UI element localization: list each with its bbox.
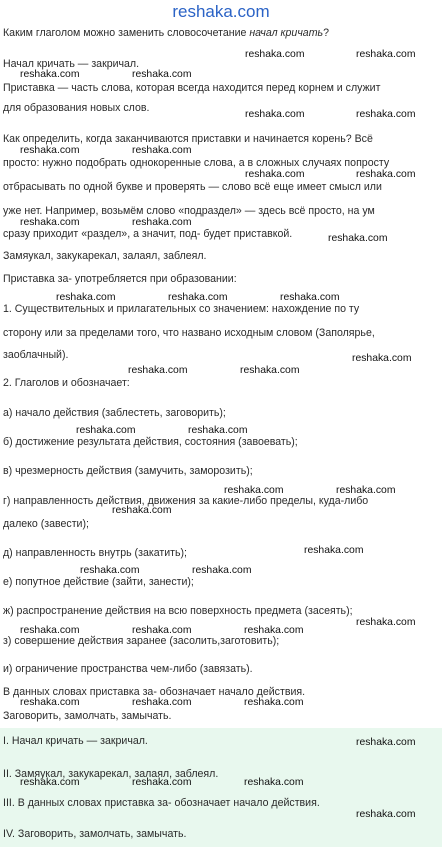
rule-item: г) направленность действия, движения за какие-либо пределы, куда-либо: [3, 495, 369, 507]
rule-item: в) чрезмерность действия (замучить, заморозить);: [3, 465, 253, 477]
definition-line: Приставка — часть слова, которая всегда находится перед корнем и служит: [3, 82, 381, 94]
answer-item-2: II. Замяукал, закукарекал, залаял, заблеял.: [3, 768, 219, 780]
explanation-line: Как определить, когда заканчиваются приставки и начинается корень? Всё: [3, 133, 373, 145]
answer-item-3: III. В данных словах приставка за- обозначает начало действия.: [3, 797, 320, 809]
conclusion-line: В данных словах приставка за- обозначает начало действия.: [3, 686, 306, 698]
watermark: reshaka.com: [356, 109, 416, 120]
conclusion-line: Заговорить, замолчать, замычать.: [3, 710, 172, 722]
site-logo[interactable]: reshaka.com: [172, 2, 270, 21]
answer-item-4: IV. Заговорить, замолчать, замычать.: [3, 828, 187, 840]
watermark: reshaka.com: [280, 292, 340, 303]
watermark: reshaka.com: [128, 365, 188, 376]
watermark: reshaka.com: [356, 809, 416, 820]
watermark: reshaka.com: [245, 109, 305, 120]
watermark: reshaka.com: [20, 777, 80, 788]
rule-heading: Приставка за- употребляется при образовании:: [3, 273, 237, 285]
watermark: reshaka.com: [132, 625, 192, 636]
answer-item-1: I. Начал кричать — закричал.: [3, 735, 148, 747]
rule-item: а) начало действия (заблестеть, заговорить);: [3, 407, 226, 419]
rule-line: 2. Глаголов и обозначает:: [3, 377, 130, 389]
rule-item: е) попутное действие (зайти, занести);: [3, 576, 194, 588]
definition-line: для образования новых слов.: [3, 102, 150, 114]
watermark: reshaka.com: [132, 777, 192, 788]
explanation-line: сразу приходит «раздел», а значит, под- будет приставкой.: [3, 228, 293, 240]
question-text: Каким глаголом можно заменить словосочетание начал кричать?: [3, 27, 329, 39]
watermark: reshaka.com: [245, 169, 305, 180]
watermark: reshaka.com: [336, 485, 396, 496]
rule-item: ж) распространение действия на всю поверхность предмета (засеять);: [3, 605, 353, 617]
watermark: reshaka.com: [20, 69, 80, 80]
rule-item: з) совершение действия заранее (засолить,заготовить);: [3, 635, 280, 647]
watermark: reshaka.com: [356, 49, 416, 60]
watermark: reshaka.com: [356, 617, 416, 628]
watermark: reshaka.com: [132, 697, 192, 708]
watermark: reshaka.com: [76, 425, 136, 436]
watermark: reshaka.com: [20, 625, 80, 636]
watermark: reshaka.com: [244, 697, 304, 708]
rule-line: сторону или за пределами того, что названо исходным словом (Заполярье,: [3, 327, 375, 339]
watermark: reshaka.com: [132, 69, 192, 80]
rule-item: б) достижение результата действия, состояния (завоевать);: [3, 436, 298, 448]
watermark: reshaka.com: [168, 292, 228, 303]
watermark: reshaka.com: [352, 353, 412, 364]
watermark: reshaka.com: [20, 145, 80, 156]
watermark: reshaka.com: [188, 425, 248, 436]
watermark: reshaka.com: [20, 217, 80, 228]
watermark: reshaka.com: [132, 145, 192, 156]
answer-line: Начал кричать — закричал.: [3, 58, 140, 70]
watermark: reshaka.com: [112, 505, 172, 516]
watermark: reshaka.com: [328, 233, 388, 244]
rule-item: д) направленность внутрь (закатить);: [3, 547, 187, 559]
watermark: reshaka.com: [224, 485, 284, 496]
watermark: reshaka.com: [244, 625, 304, 636]
watermark: reshaka.com: [132, 217, 192, 228]
rule-item: и) ограничение пространства чем-либо (завязать).: [3, 663, 253, 675]
explanation-line: отбрасывать по одной букве и проверять — слово всё еще имеет смысл или: [3, 181, 382, 193]
explanation-line: уже нет. Например, возьмём слово «подраздел» — здесь всё просто, на ум: [3, 205, 375, 217]
watermark: reshaka.com: [240, 365, 300, 376]
words-line: Замяукал, закукарекал, залаял, заблеял.: [3, 250, 207, 262]
watermark: reshaka.com: [356, 169, 416, 180]
watermark: reshaka.com: [20, 697, 80, 708]
watermark: reshaka.com: [245, 49, 305, 60]
rule-line: заоблачный).: [3, 349, 69, 361]
rule-item: далеко (завести);: [3, 518, 89, 530]
explanation-line: просто: нужно подобрать однокоренные слова, а в сложных случаях попросту: [3, 157, 390, 169]
watermark: reshaka.com: [80, 565, 140, 576]
watermark: reshaka.com: [244, 777, 304, 788]
rule-line: 1. Существительных и прилагательных со значением: нахождение по ту: [3, 303, 360, 315]
watermark: reshaka.com: [304, 545, 364, 556]
watermark: reshaka.com: [192, 565, 252, 576]
watermark: reshaka.com: [56, 292, 116, 303]
watermark: reshaka.com: [356, 737, 416, 748]
